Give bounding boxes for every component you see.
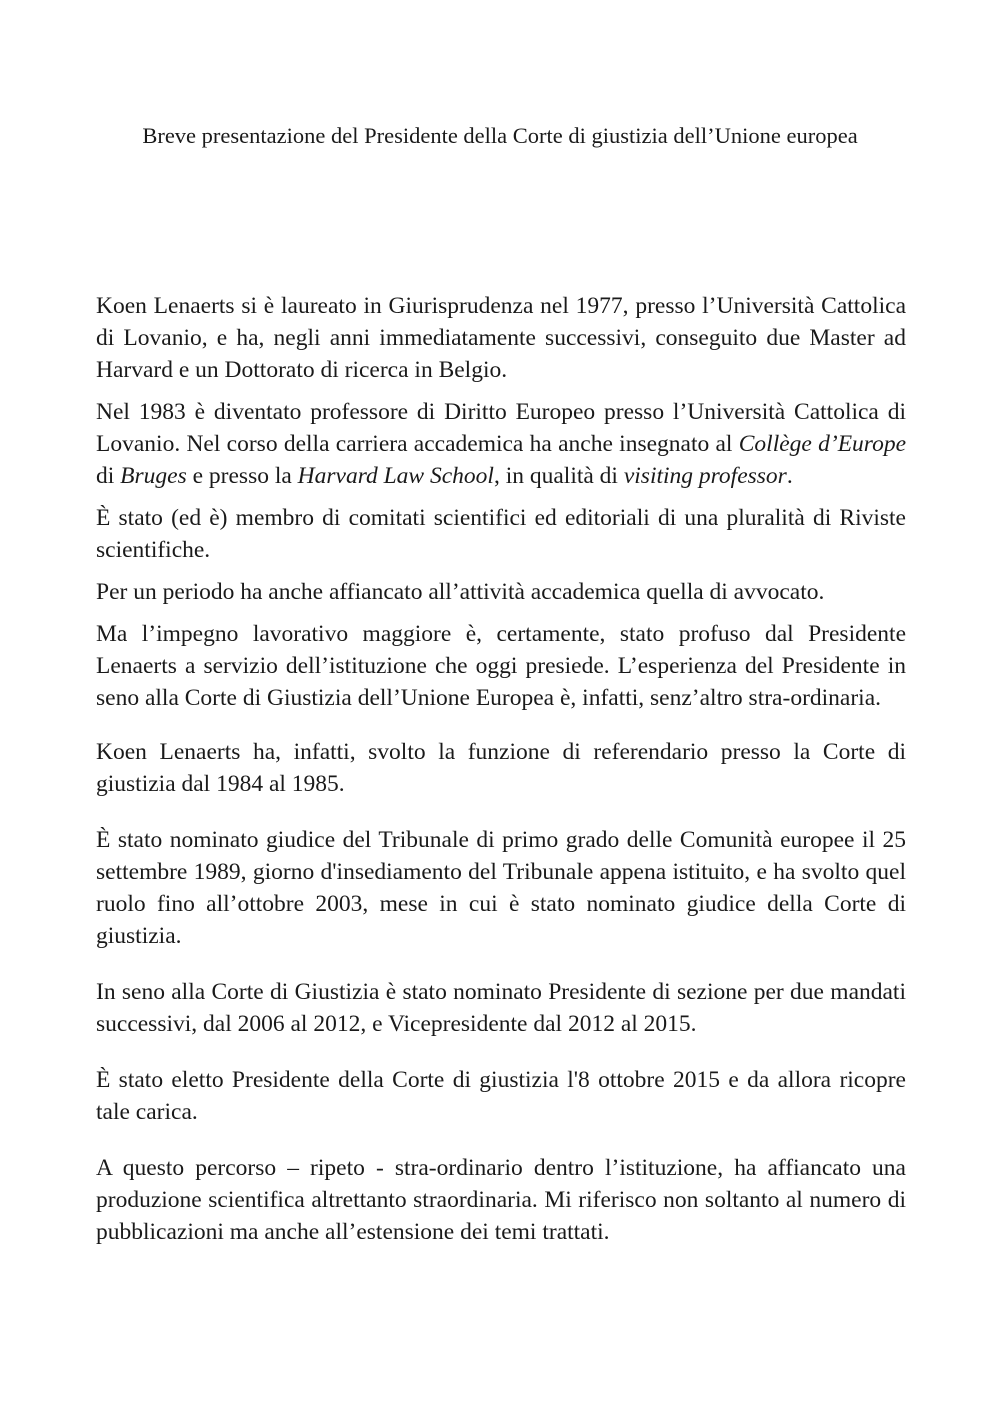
paragraph-produzione-scientifica: A questo percorso – ripeto - stra-ordinario dentro l’istituzione, ha affiancato una produzione scientifica altrettanto straordinaria. Mi riferisco non soltanto al numero di pubblicazioni ma anche all’estensione dei temi trattati. xyxy=(96,1155,906,1245)
document-body xyxy=(96,290,906,1248)
paragraph-academic-career xyxy=(96,396,906,492)
emphasis-harvard-law-school: Harvard Law School xyxy=(297,463,494,489)
paragraph-presidente: È stato eletto Presidente della Corte di giustizia l'8 ottobre 2015 e da allora ricopre tale carica. xyxy=(96,1067,906,1125)
emphasis-visiting-professor: visiting professor xyxy=(623,463,787,489)
emphasis-bruges: Bruges xyxy=(120,463,187,489)
emphasis-college-europe: Collège d’Europe xyxy=(738,431,907,457)
paragraph-institution: Ma l’impegno lavorativo maggiore è, certamente, stato profuso dal Presidente Lenaerts a servizio dell’istituzione che oggi presiede. L’esperienza del Presidente in seno alla Corte di Giustizia dell’Unione Europea è, infatti, senz’altro stra-ordinaria. xyxy=(96,621,906,711)
paragraph-referendario: Koen Lenaerts ha, infatti, svolto la funzione di referendario presso la Corte di giustizia dal 1984 al 1985. xyxy=(96,739,906,797)
paragraph-text: , in qualità di xyxy=(493,463,624,489)
page-title: Breve presentazione del Presidente della Corte di giustizia dell’Unione europea xyxy=(142,123,858,148)
paragraph-text: di xyxy=(96,463,121,489)
paragraph-tribunale: È stato nominato giudice del Tribunale di primo grado delle Comunità europee il 25 settembre 1989, giorno d'insediamento del Tribunale appena istituito, e ha svolto quel ruolo fino all’ottobre 2003, mese in cui è stato nominato giudice della Corte di giustizia. xyxy=(96,827,906,949)
paragraph-corte-sezione: In seno alla Corte di Giustizia è stato nominato Presidente di sezione per due mandati successivi, dal 2006 al 2012, e Vicepresidente dal 2012 al 2015. xyxy=(96,979,906,1037)
paragraph-committees: È stato (ed è) membro di comitati scientifici ed editoriali di una pluralità di Riviste scientifiche. xyxy=(96,505,906,563)
paragraph-lawyer: Per un periodo ha anche affiancato all’attività accademica quella di avvocato. xyxy=(96,579,825,605)
paragraph-text: Nel 1983 è diventato professore di Diritto Europeo presso l’Università Cattolica di Lovanio. Nel corso della carriera accademica ha anche insegnato al xyxy=(96,399,906,457)
paragraph-text: e presso la xyxy=(186,463,298,489)
paragraph-education: Koen Lenaerts si è laureato in Giurisprudenza nel 1977, presso l’Università Cattolica di Lovanio, e ha, negli anni immediatamente successivi, conseguito due Master ad Harvard e un Dottorato di ricerca in Belgio. xyxy=(96,293,906,383)
paragraph-text: . xyxy=(786,463,793,489)
